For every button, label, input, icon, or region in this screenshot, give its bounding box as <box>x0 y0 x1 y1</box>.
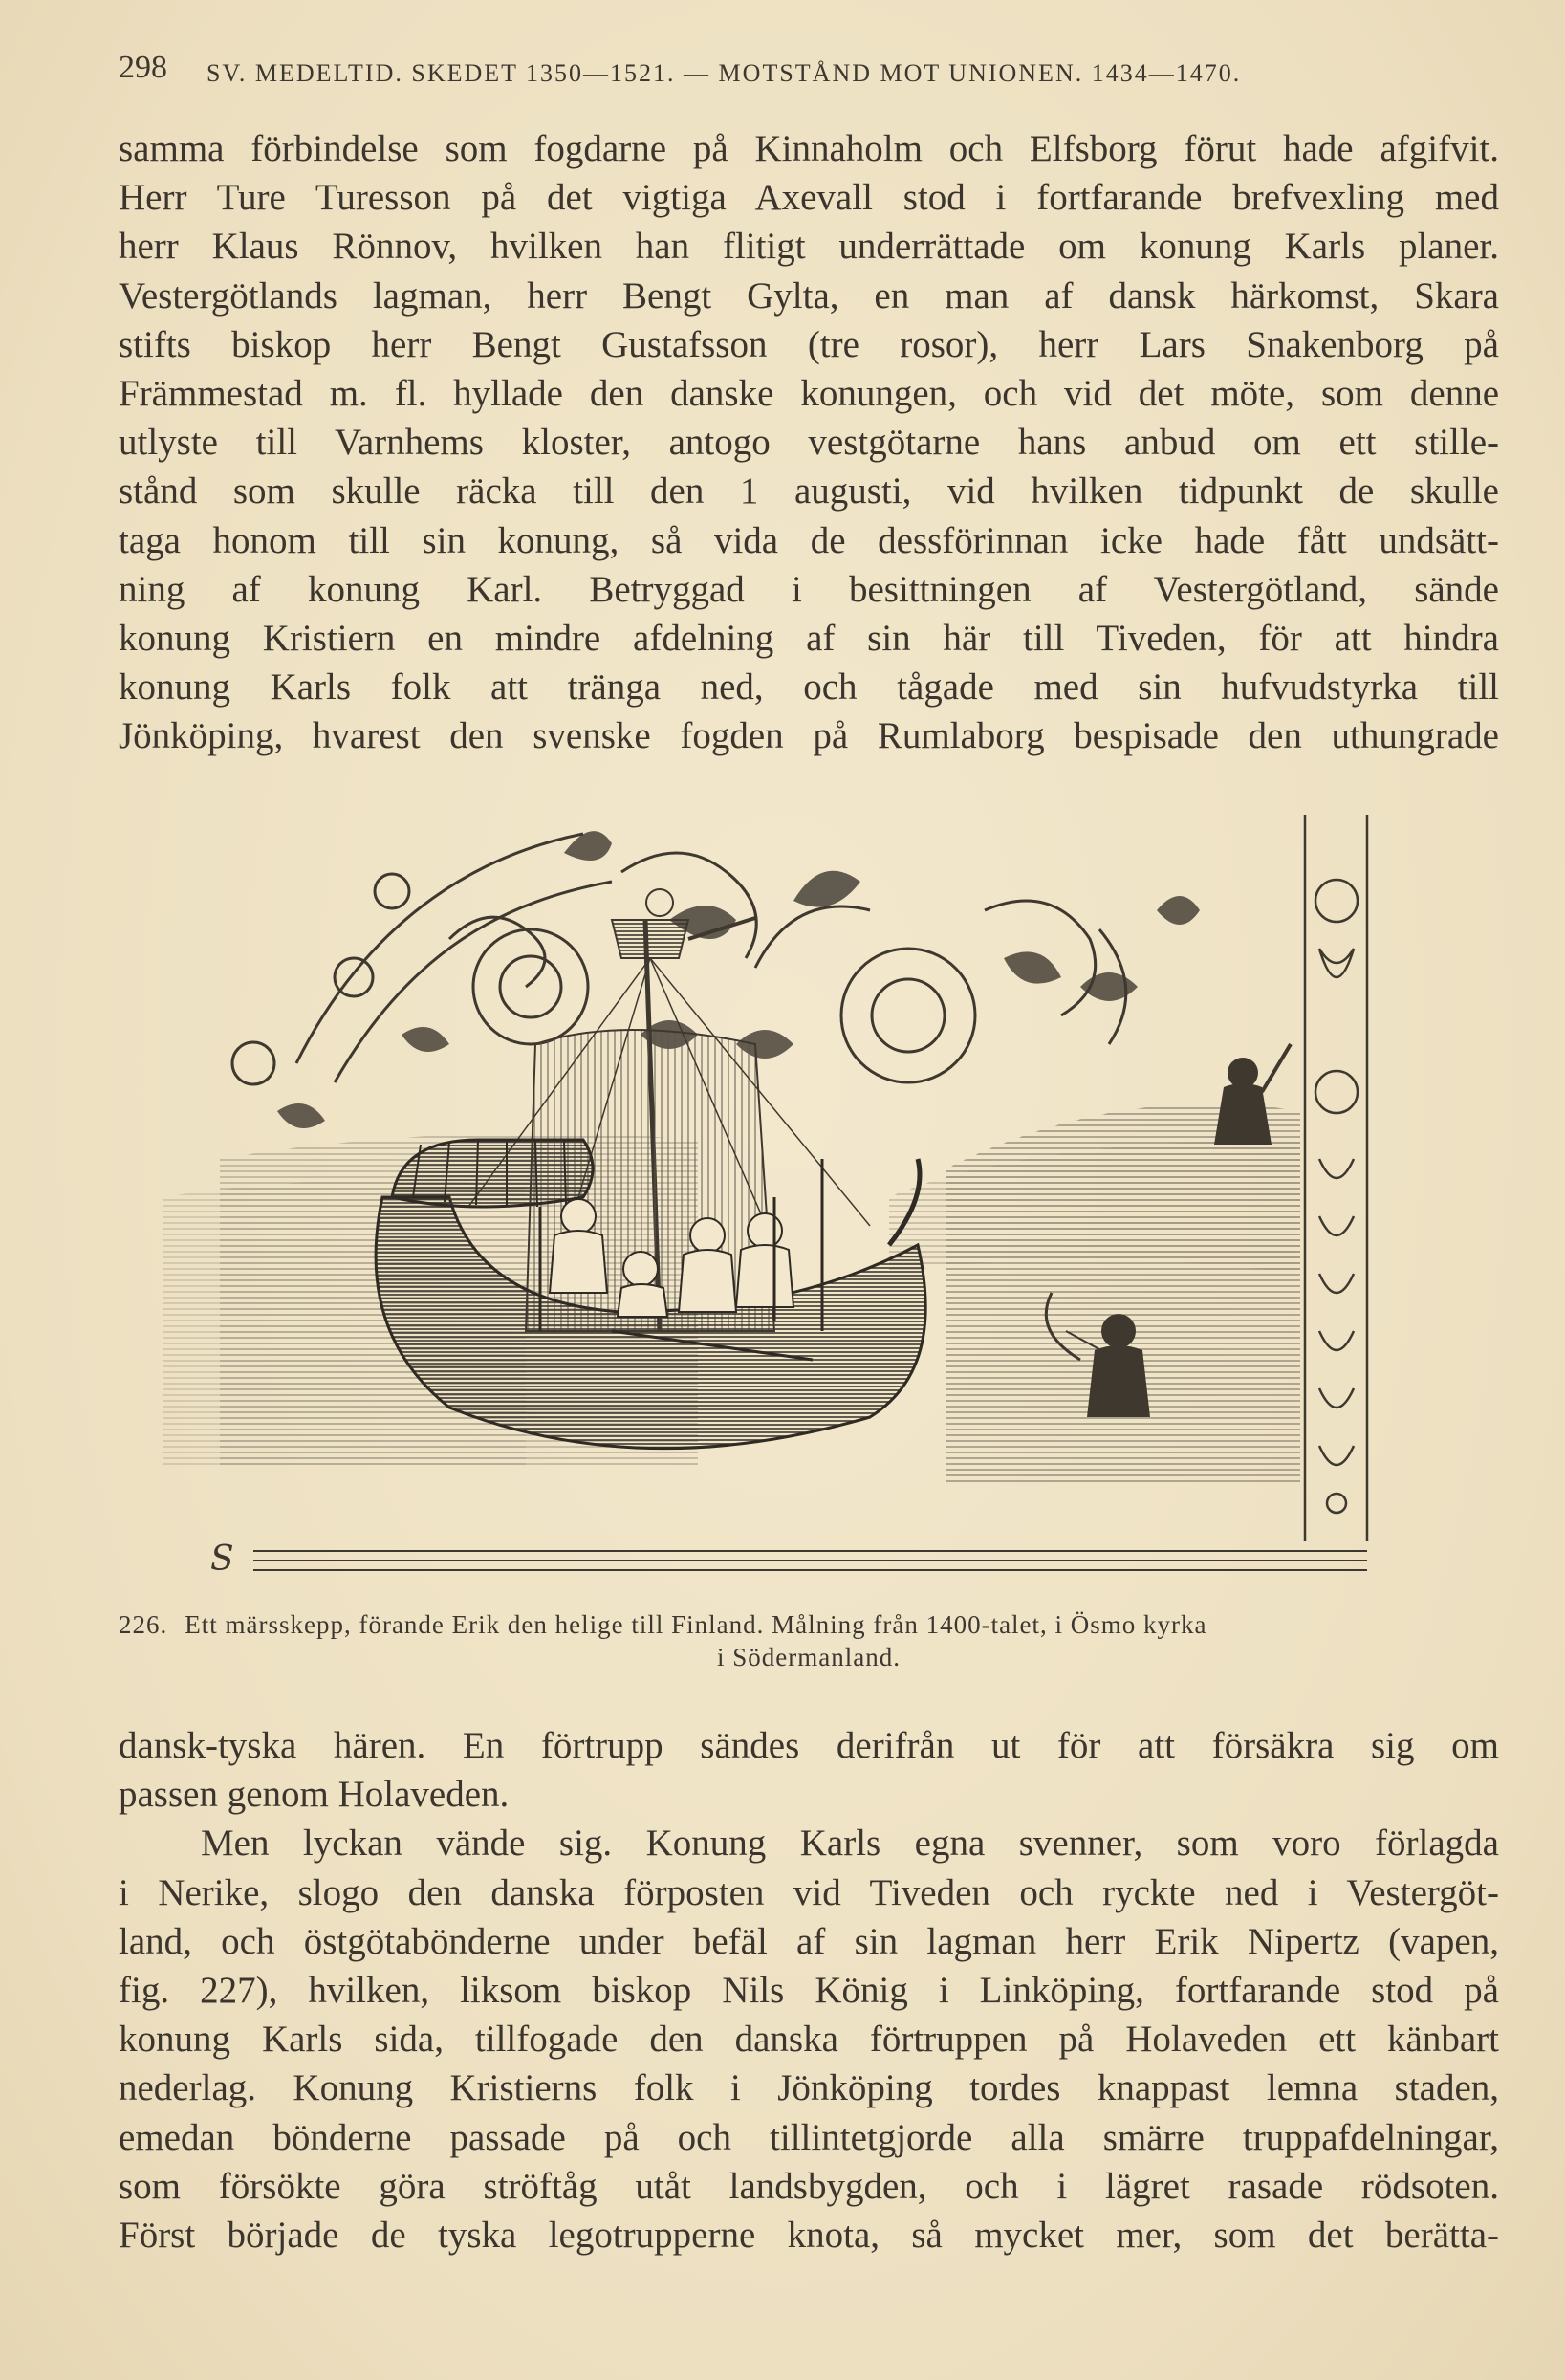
text-line: passen genom Holaveden. <box>119 1774 510 1816</box>
text-line: Jönköping, hvarest den svenske fogden på Rumlaborg bespisade den uthungrade <box>119 715 1499 757</box>
body-text-bottom <box>119 1721 1499 2260</box>
text-line: ning af konung Karl. Betryggad i besittningen af Vestergötland, sände <box>119 568 1499 610</box>
text-line: konung Karls sida, tillfogade den danska förtruppen på Holaveden ett känbart <box>119 2019 1499 2061</box>
text-line: som försökte göra ströftåg utåt landsbygden, och i lägret rasade rödsoten. <box>119 2165 1499 2207</box>
text-line: fig. 227), hvilken, liksom biskop Nils König i Linköping, fortfarande stod på <box>119 1969 1499 2011</box>
ship-illustration <box>163 796 1448 1599</box>
text-line: taga honom till sin konung, så vida de dessförinnan icke hade fått undsätt- <box>119 519 1499 561</box>
text-line: Men lyckan vände sig. Konung Karls egna svenner, som voro förlagda <box>201 1823 1499 1865</box>
svg-text:S: S <box>210 1539 234 1579</box>
text-line: land, och östgötabönderne under befäl af sin lagman herr Erik Nipertz (vapen, <box>119 1920 1499 1962</box>
text-line: stånd som skulle räcka till den 1 augusti, vid hvilken tidpunkt de skulle <box>119 470 1499 513</box>
text-line: herr Klaus Rönnov, hvilken han flitigt underrättade om konung Karls planer. <box>119 226 1499 268</box>
running-header <box>119 50 1499 98</box>
figure-number: 226. <box>119 1610 168 1639</box>
figure-caption <box>119 1608 1499 1673</box>
text-line: i Nerike, slogo den danska förposten vid Tiveden och ryckte ned i Vestergöt- <box>119 1871 1499 1913</box>
text-line: Först började de tyska legotrupperne knota, så mycket mer, som det berätta- <box>119 2214 1499 2256</box>
caption-line-2: i Södermanland. <box>717 1643 901 1671</box>
ship-engraving <box>163 796 1448 1599</box>
text-line: konung Kristiern en mindre afdelning af sin här till Tiveden, för att hindra <box>119 617 1499 659</box>
body-text-top <box>119 124 1499 760</box>
text-line: Herr Ture Turesson på det vigtiga Axevall stod i fortfarande brefvexling med <box>119 177 1499 219</box>
text-line: nederlag. Konung Kristierns folk i Jönköping tordes knappast lemna staden, <box>119 2067 1499 2109</box>
page-number: 298 <box>119 50 167 85</box>
text-line: Främmestad m. fl. hyllade den danske konungen, och vid det möte, som denne <box>119 372 1499 414</box>
text-line: konung Karls folk att tränga ned, och tågade med sin hufvudstyrka till <box>119 666 1499 709</box>
caption-line-1: Ett märsskepp, förande Erik den helige till Finland. Målning från 1400-talet, i Ösmo kyrka <box>185 1610 1207 1639</box>
text-line: utlyste till Varnhems kloster, antogo vestgötarne hans anbud om ett stille- <box>119 422 1499 464</box>
text-line: emedan bönderne passade på och tillintetgjorde alla smärre truppafdelningar, <box>119 2116 1499 2158</box>
text-line: stifts biskop herr Bengt Gustafsson (tre rosor), herr Lars Snakenborg på <box>119 323 1499 365</box>
running-title: SV. MEDELTID. SKEDET 1350—1521. — MOTSTÅND MOT UNIONEN. 1434—1470. <box>206 59 1242 87</box>
text-line: Vestergötlands lagman, herr Bengt Gylta, en man af dansk härkomst, Skara <box>119 274 1499 317</box>
text-line: samma förbindelse som fogdarne på Kinnaholm och Elfsborg förut hade afgifvit. <box>119 128 1499 169</box>
text-line: dansk-tyska hären. En förtrupp sändes derifrån ut för att försäkra sig om <box>119 1725 1499 1766</box>
